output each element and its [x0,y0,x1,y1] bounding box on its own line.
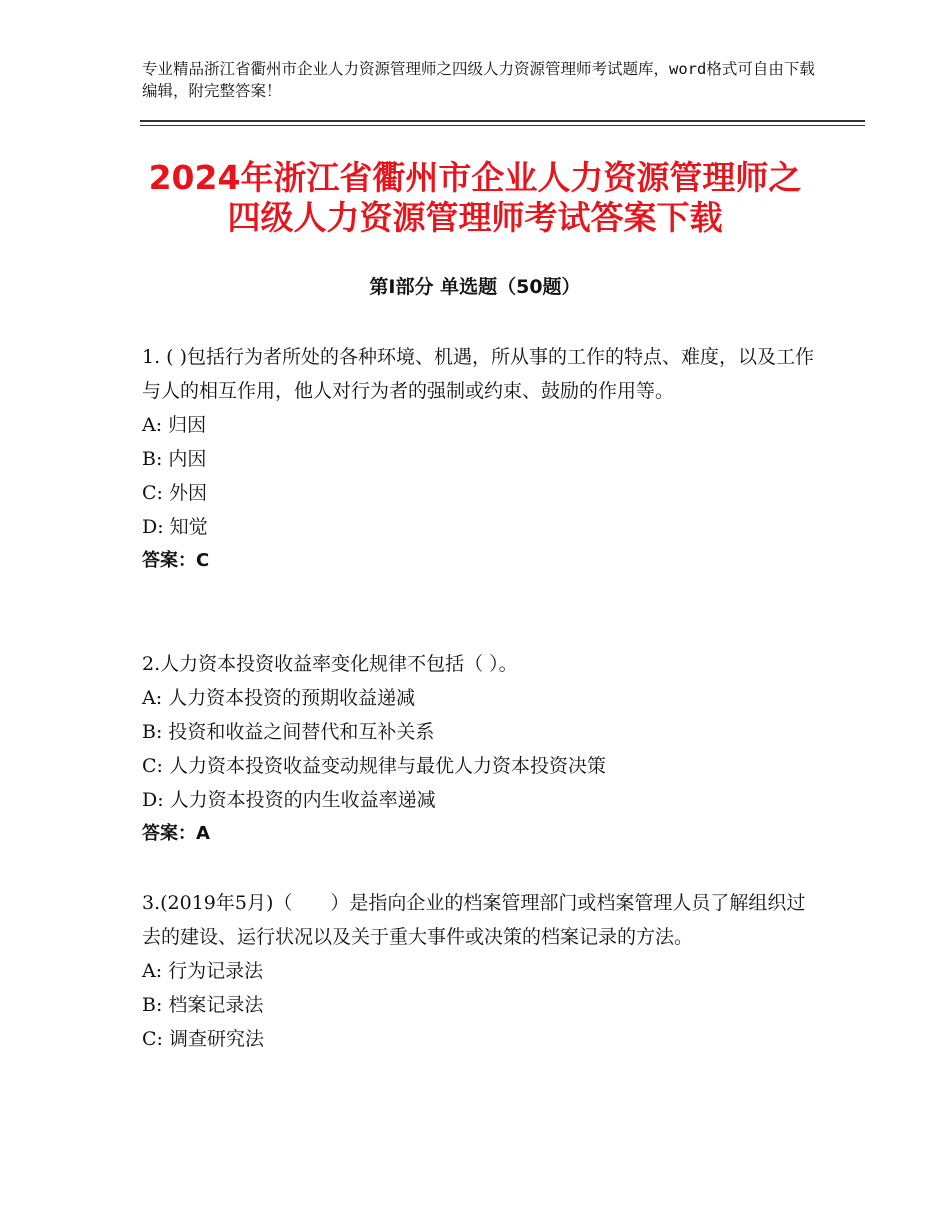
question-1 [142,340,822,578]
option-c: C: 人力资本投资收益变动规律与最优人力资本投资决策 [142,755,606,777]
title-line-1: 2024年浙江省衢州市企业人力资源管理师之 [148,158,802,197]
option-a: A: 人力资本投资的预期收益递减 [142,687,416,709]
option-c: C: 调查研究法 [142,1028,264,1050]
header-note: 专业精品浙江省衢州市企业人力资源管理师之四级人力资源管理师考试题库，word格式可自由下载编辑，附完整答案！ [142,60,815,100]
answer: 答案：A [142,823,210,844]
question-stem: 3.(2019年5月)（ ）是指向企业的档案管理部门或档案管理人员了解组织过去的建设、运行状况以及关于重大事件或决策的档案记录的方法。 [142,892,806,948]
option-b: B: 档案记录法 [142,994,264,1016]
question-stem: 1. ( )包括行为者所处的各种环境、机遇，所从事的工作的特点、难度，以及工作与人的相互作用，他人对行为者的强制或约束、鼓励的作用等。 [142,346,815,402]
document-title [100,158,850,238]
option-b: B: 内因 [142,448,207,470]
option-a: A: 归因 [142,414,207,436]
option-b: B: 投资和收益之间替代和互补关系 [142,721,435,743]
option-d: D: 知觉 [142,516,208,538]
question-stem: 2.人力资本投资收益率变化规律不包括（ ）。 [142,653,518,675]
header-divider-thin [140,125,865,126]
option-d: D: 人力资本投资的内生收益率递减 [142,789,436,811]
option-a: A: 行为记录法 [142,960,264,982]
title-line-2: 四级人力资源管理师考试答案下载 [227,198,723,237]
header-divider-thick [140,120,865,122]
option-c: C: 外因 [142,482,207,504]
section-heading: 第Ⅰ部分 单选题（50题） [369,276,581,298]
question-2 [142,647,822,851]
answer: 答案：C [142,550,210,571]
question-3 [142,886,822,1056]
